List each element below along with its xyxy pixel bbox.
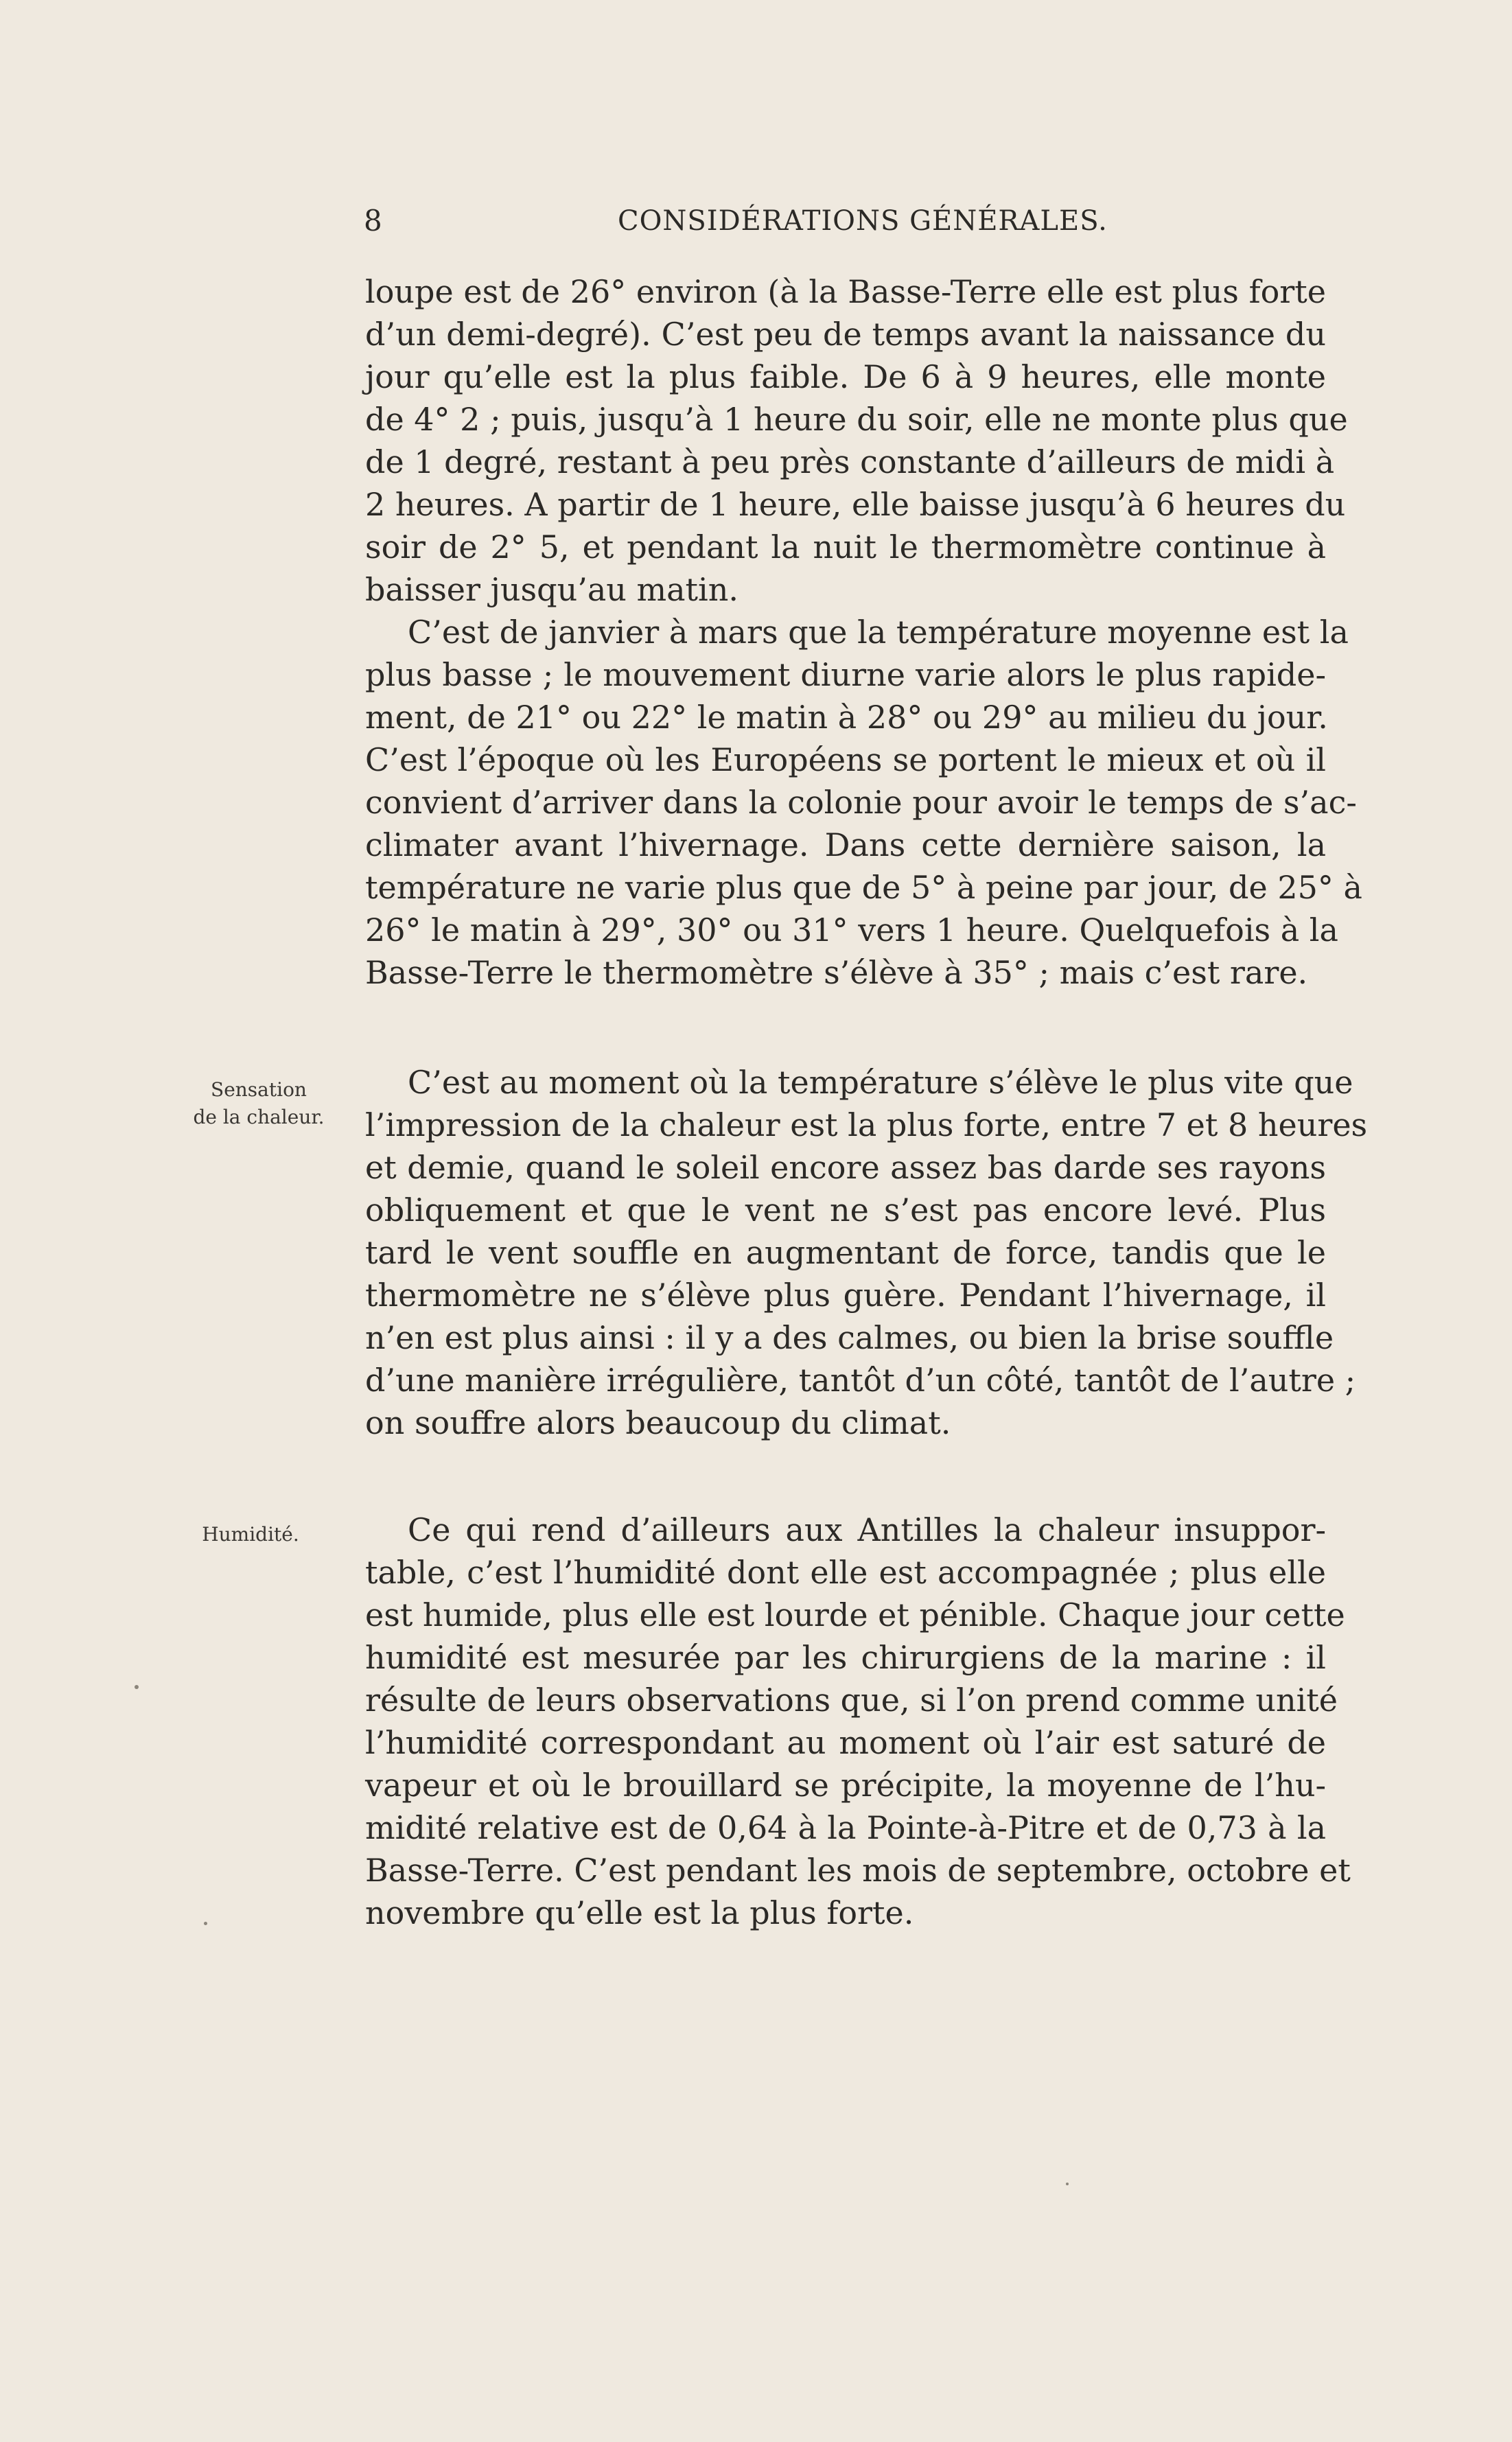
- text-line: 26° le matin à 29°, 30° ou 31° vers 1 heure. Quelquefois à la: [365, 911, 1338, 949]
- paragraph-temperature: [365, 270, 1362, 994]
- text-line: C’est au moment où la température s’élève le plus vite que: [408, 1064, 1353, 1101]
- text-line: résulte de leurs observations que, si l’on prend comme unité: [365, 1682, 1338, 1719]
- text-line: Basse-Terre. C’est pendant les mois de septembre, octobre et: [365, 1852, 1351, 1889]
- paragraph-sensation: [365, 1061, 1368, 1444]
- text-line: l’humidité correspondant au moment où l’air est saturé de: [365, 1724, 1326, 1761]
- text-line: de 4° 2 ; puis, jusqu’à 1 heure du soir, elle ne monte plus que: [365, 401, 1348, 438]
- text-line: obliquement et que le vent ne s’est pas encore levé. Plus: [365, 1191, 1326, 1229]
- paragraph-humidite: [365, 1509, 1351, 1934]
- page-number: 8: [364, 204, 382, 237]
- text-line: soir de 2° 5, et pendant la nuit le thermomètre continue à: [365, 528, 1326, 566]
- text-line: novembre qu’elle est la plus forte.: [365, 1894, 914, 1931]
- text-line: tard le vent souffle en augmentant de force, tandis que le: [365, 1234, 1326, 1271]
- page-header: [364, 200, 1345, 242]
- text-line: Ce qui rend d’ailleurs aux Antilles la chaleur insuppor-: [408, 1511, 1326, 1548]
- text-line: n’en est plus ainsi : il y a des calmes, ou bien la brise souffle: [365, 1319, 1334, 1356]
- text-line: jour qu’elle est la plus faible. De 6 à 9 heures, elle monte: [365, 358, 1326, 395]
- running-title: CONSIDÉRATIONS GÉNÉRALES.: [618, 205, 1108, 237]
- text-line: de 1 degré, restant à peu près constante d’ailleurs de midi à: [365, 443, 1335, 480]
- text-line: Basse-Terre le thermomètre s’élève à 35° ; mais c’est rare.: [365, 954, 1308, 991]
- text-line: baisser jusqu’au matin.: [365, 571, 738, 608]
- paper-speck: [1066, 2183, 1069, 2185]
- text-line: 2 heures. A partir de 1 heure, elle baisse jusqu’à 6 heures du: [365, 486, 1346, 523]
- text-line: C’est l’époque où les Européens se portent le mieux et où il: [365, 741, 1326, 778]
- margin-note-humidite: [172, 1521, 329, 1548]
- margin-note-line: Sensation: [211, 1078, 307, 1101]
- text-line: convient d’arriver dans la colonie pour avoir le temps de s’ac-: [365, 784, 1357, 821]
- text-line: on souffre alors beaucoup du climat.: [365, 1404, 951, 1441]
- text-line: et demie, quand le soleil encore assez bas darde ses rayons: [365, 1149, 1326, 1186]
- text-line: température ne varie plus que de 5° à peine par jour, de 25° à: [365, 869, 1362, 906]
- paper-speck: [135, 1685, 139, 1689]
- text-line: l’impression de la chaleur est la plus forte, entre 7 et 8 heures: [365, 1106, 1368, 1143]
- text-line: table, c’est l’humidité dont elle est accompagnée ; plus elle: [365, 1554, 1326, 1591]
- text-line: d’un demi-degré). C’est peu de temps avant la naissance du: [365, 316, 1326, 353]
- text-line: ment, de 21° ou 22° le matin à 28° ou 29° au milieu du jour.: [365, 699, 1328, 736]
- margin-note-line: de la chaleur.: [193, 1106, 325, 1128]
- text-line: midité relative est de 0,64 à la Pointe-à-Pitre et de 0,73 à la: [365, 1809, 1326, 1846]
- margin-note-sensation: [180, 1076, 338, 1131]
- text-line: est humide, plus elle est lourde et pénible. Chaque jour cette: [365, 1596, 1345, 1633]
- text-line: plus basse ; le mouvement diurne varie alors le plus rapide-: [365, 656, 1326, 693]
- paper-speck: [204, 1922, 207, 1925]
- margin-note-line: Humidité.: [202, 1523, 299, 1546]
- text-line: humidité est mesurée par les chirurgiens de la marine : il: [365, 1639, 1326, 1676]
- text-line: loupe est de 26° environ (à la Basse-Terre elle est plus forte: [365, 273, 1326, 310]
- text-line: vapeur et où le brouillard se précipite, la moyenne de l’hu-: [365, 1767, 1326, 1804]
- text-line: C’est de janvier à mars que la température moyenne est la: [408, 614, 1349, 651]
- text-line: climater avant l’hivernage. Dans cette dernière saison, la: [365, 826, 1326, 863]
- text-line: d’une manière irrégulière, tantôt d’un côté, tantôt de l’autre ;: [365, 1362, 1356, 1399]
- text-line: thermomètre ne s’élève plus guère. Pendant l’hivernage, il: [365, 1277, 1326, 1314]
